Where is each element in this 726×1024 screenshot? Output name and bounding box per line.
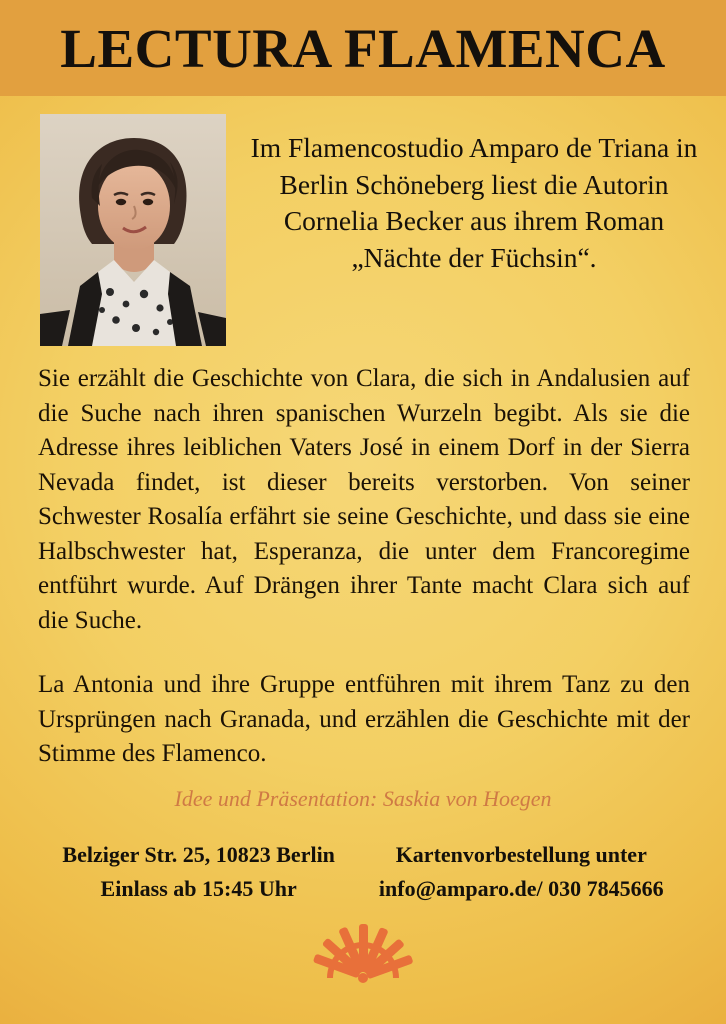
- title-banner: [0, 0, 726, 96]
- body-paragraph-2: La Antonia und ihre Gruppe entführen mit ihrem Tanz zu den Ursprüngen nach Granada, und erzählen die Geschichte mit der Stimme des Flamenco.: [38, 671, 690, 767]
- body-paragraph-1: Sie erzählt die Geschichte von Clara, die sich in Andalusien auf die Suche nach ihren spanischen Wurzeln begibt. Als sie die Adresse ihres leiblichen Vaters José in einem Dorf in der Sierra Nevada findet, ist dieser bereits verstorben. Von seiner Schwester Rosalía erfährt sie seine Geschichte, und dass sie eine Halbschwester hat, Esperanza, die unter dem Francoregime entführt wurde. Auf Drängen ihrer Tante macht Clara sich auf die Suche.: [38, 365, 690, 634]
- fan-shape: [303, 918, 423, 990]
- author-photo: [40, 114, 226, 346]
- body-text: [38, 362, 690, 772]
- venue-info: [62, 838, 335, 906]
- ticket-contact: info@amparo.de/ 030 7845666: [378, 876, 664, 902]
- footer-info: [0, 838, 726, 906]
- flamenco-fan-icon: [303, 918, 423, 990]
- header-section: [0, 108, 726, 348]
- author-portrait-illustration: [40, 114, 226, 346]
- venue-doors-open: Einlass ab 15:45 Uhr: [100, 876, 297, 902]
- page-title: LECTURA FLAMENCA: [60, 17, 666, 79]
- ticket-label: Kartenvorbestellung unter: [395, 842, 647, 867]
- venue-address: Belziger Str. 25, 10823 Berlin: [62, 842, 335, 867]
- credit-line: Idee und Präsentation: Saskia von Hoegen: [174, 786, 552, 811]
- intro-text: Im Flamencostudio Amparo de Triana in Berlin Schöneberg liest die Autorin Cornelia Becker aus ihrem Roman „Nächte der Füchsin“.: [250, 132, 698, 273]
- ticket-info: [379, 838, 664, 906]
